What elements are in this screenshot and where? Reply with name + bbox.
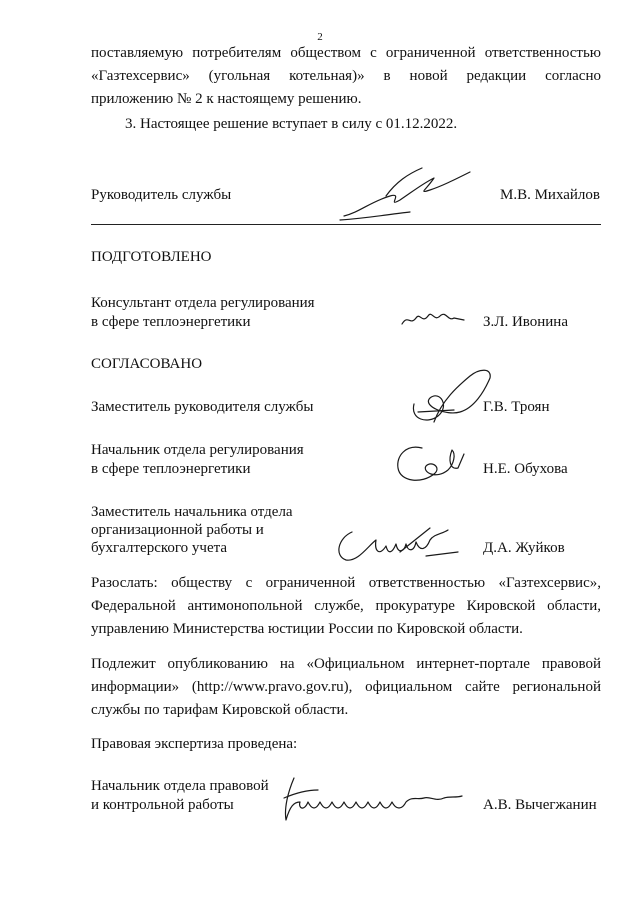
agreed-position-2-line-1: Начальник отдела регулирования (91, 442, 304, 458)
page-number: 2 (317, 31, 323, 43)
prepared-heading: ПОДГОТОВЛЕНО (91, 249, 212, 265)
expertise-note: Правовая экспертиза проведена: (91, 736, 298, 752)
distribution-line-2: Федеральной антимонопольной службе, прокуратуре Кировской области, (91, 598, 601, 614)
intro-line-3: приложению № 2 к настоящему решению. (91, 91, 362, 107)
publication-line-3: службы по тарифам Кировской области. (91, 702, 349, 718)
legal-position-line-2: и контрольной работы (91, 797, 234, 813)
agreed-signature-3 (330, 522, 464, 566)
agreed-heading: СОГЛАСОВАНО (91, 356, 203, 372)
publication-paragraph (91, 653, 601, 722)
agreed-name-2: Н.Е. Обухова (483, 461, 568, 477)
distribution-line-3: управлению Министерства юстиции России по Кировской области. (91, 621, 523, 637)
prepared-position-line-1: Консультант отдела регулирования (91, 295, 315, 311)
distribution-paragraph (91, 572, 601, 641)
agreed-name-1: Г.В. Троян (483, 399, 550, 415)
agreed-signature-1 (400, 360, 500, 432)
legal-position-line-1: Начальник отдела правовой (91, 778, 269, 794)
agreed-position-3-line-2: организационной работы и (91, 522, 264, 538)
publication-line-1: Подлежит опубликованию на «Официальном интернет-портале правовой (91, 656, 601, 672)
legal-name: А.В. Вычегжанин (483, 797, 597, 813)
agreed-name-3: Д.А. Жуйков (483, 540, 565, 556)
distribution-line-1: Разослать: обществу с ограниченной ответственностью «Газтехсервис», (91, 575, 601, 591)
agreed-position-3-line-1: Заместитель начальника отдела (91, 504, 293, 520)
agreed-position-3-line-3: бухгалтерского учета (91, 540, 228, 556)
clause-3: 3. Настоящее решение вступает в силу с 01.12.2022. (125, 116, 458, 132)
prepared-name: З.Л. Ивонина (483, 314, 568, 330)
intro-line-2: «Газтехсервис» (угольная котельная)» в новой редакции согласно (91, 68, 601, 84)
divider (91, 224, 601, 225)
head-title: Руководитель службы (91, 187, 232, 203)
prepared-signature (398, 306, 470, 332)
agreed-position-1: Заместитель руководителя службы (91, 399, 314, 415)
legal-signature (278, 772, 468, 826)
head-name: М.В. Михайлов (499, 187, 600, 203)
head-signature (330, 160, 480, 226)
prepared-position-line-2: в сфере теплоэнергетики (91, 314, 251, 330)
agreed-signature-2 (392, 440, 470, 488)
intro-line-1: поставляемую потребителям обществом с ограниченной ответственностью (91, 45, 601, 61)
intro-paragraph (91, 42, 601, 111)
agreed-position-2-line-2: в сфере теплоэнергетики (91, 461, 251, 477)
publication-line-2: информации» (http://www.pravo.gov.ru), официальном сайте региональной (91, 679, 601, 695)
